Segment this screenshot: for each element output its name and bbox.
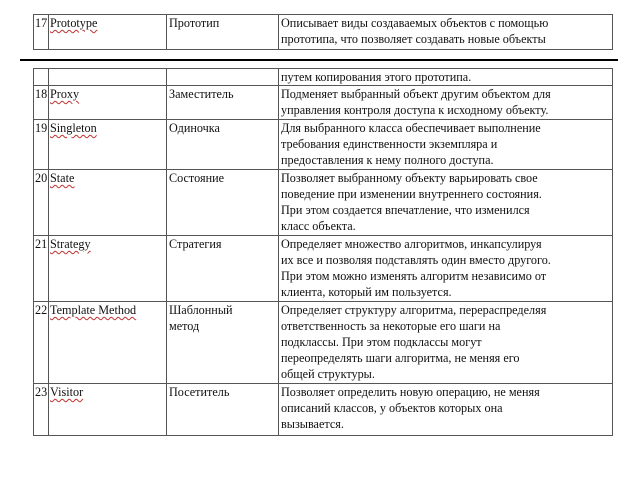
pattern-name-en-text: Proxy (50, 87, 80, 101)
pattern-description: Подменяет выбранный объект другим объектом для управления контроля доступа к исходному объекту. (279, 86, 613, 120)
table-row (34, 15, 613, 50)
pattern-description: Описывает виды создаваемых объектов с помощью прототипа, что позволяет создавать новые объекты (279, 15, 613, 50)
pattern-name-en (49, 302, 167, 384)
pattern-name-en (49, 236, 167, 302)
pattern-number: 19 (34, 120, 49, 170)
pattern-name-ru: Посетитель (167, 384, 279, 436)
pattern-name-en-text: Strategy (50, 237, 91, 251)
pattern-name-en (49, 384, 167, 436)
pattern-name-en (49, 120, 167, 170)
pattern-description: Позволяет определить новую операцию, не меняя описаний классов, у объектов которых она вызывается. (279, 384, 613, 436)
pattern-name-ru: Стратегия (167, 236, 279, 302)
pattern-number: 20 (34, 170, 49, 236)
table-row (34, 384, 613, 436)
pattern-description: путем копирования этого прототипа. (279, 69, 613, 86)
pattern-name-ru (167, 69, 279, 86)
pattern-description: Определяет структуру алгоритма, перераспределяя ответственность за некоторые его шаги на подклассы. При этом подклассы могут переопределять шаги алгоритма, не меняя его общей структуры. (279, 302, 613, 384)
pattern-name-en-text: Visitor (50, 385, 84, 399)
table-row (34, 302, 613, 384)
pattern-name-en (49, 170, 167, 236)
table-row (34, 120, 613, 170)
pattern-number (34, 69, 49, 86)
pattern-number: 23 (34, 384, 49, 436)
pattern-name-en-text: Template Method (50, 303, 137, 317)
pattern-name-ru: Прототип (167, 15, 279, 50)
table-row (34, 236, 613, 302)
table-row (34, 170, 613, 236)
pattern-name-en (49, 69, 167, 86)
pattern-number: 18 (34, 86, 49, 120)
patterns-table-main (33, 68, 613, 436)
pattern-number: 22 (34, 302, 49, 384)
pattern-description: Позволяет выбранному объекту варьировать свое поведение при изменении внутреннего состояния. При этом создается впечатление, что изменился класс объекта. (279, 170, 613, 236)
pattern-name-ru: Состояние (167, 170, 279, 236)
pattern-description: Для выбранного класса обеспечивает выполнение требования единственности экземпляра и предоставления к нему полного доступа. (279, 120, 613, 170)
table-row-continuation (34, 69, 613, 86)
pattern-name-ru: Шаблонный метод (167, 302, 279, 384)
patterns-table-top (33, 14, 613, 50)
pattern-description: Определяет множество алгоритмов, инкапсулируя их все и позволяя подставлять один вместо другого. При этом можно изменять алгоритм независимо от клиента, который им пользуется. (279, 236, 613, 302)
pattern-name-en-text: State (50, 171, 75, 185)
pattern-number: 21 (34, 236, 49, 302)
pattern-name-en-text: Singleton (50, 121, 97, 135)
pattern-name-en (49, 15, 167, 50)
pattern-name-en-text: Prototype (50, 16, 98, 30)
pattern-number: 17 (34, 15, 49, 50)
page-break-line (20, 59, 618, 61)
pattern-name-en (49, 86, 167, 120)
pattern-name-ru: Заместитель (167, 86, 279, 120)
table-row (34, 86, 613, 120)
pattern-name-ru: Одиночка (167, 120, 279, 170)
